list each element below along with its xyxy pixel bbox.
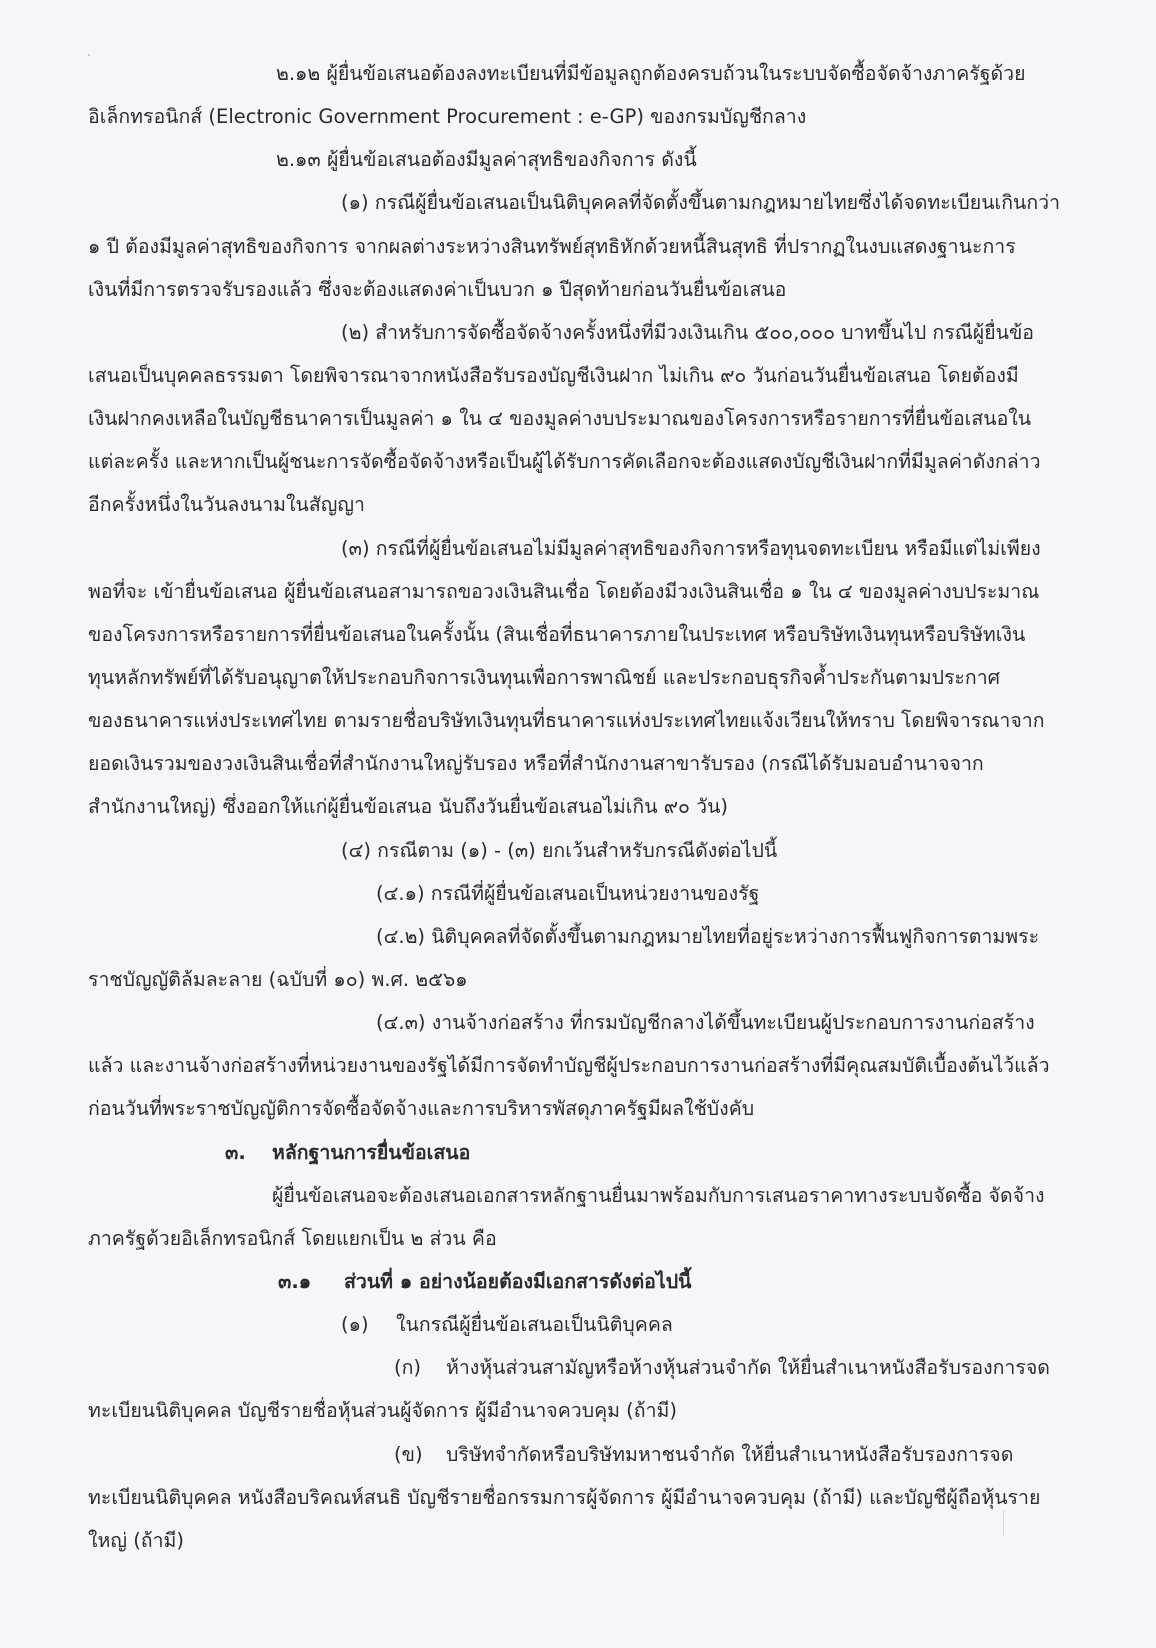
text-line: ทะเบียนนิติบุคคล หนังสือบริคณห์สนธิ บัญชีรายชื่อกรรมการผู้จัดการ ผู้มีอำนาจควบคุม (ถ้ามี) และบัญชีผู้ถือหุ้นราย: [88, 1486, 1041, 1509]
text-line: เงินฝากคงเหลือในบัญชีธนาคารเป็นมูลค่า ๑ ใน ๔ ของมูลค่างบประมาณของโครงการหรือรายการที่ยื่นข้อเสนอใน: [88, 407, 1032, 430]
text-line: (๒) สำหรับการจัดซื้อจัดจ้างครั้งหนึ่งที่มีวงเงินเกิน ๕๐๐,๐๐๐ บาทขึ้นไป กรณีผู้ยื่นข้อ: [341, 321, 1035, 344]
item-number: (ก): [394, 1356, 422, 1379]
text-line: แล้ว และงานจ้างก่อสร้างที่หน่วยงานของรัฐได้มีการจัดทำบัญชีผู้ประกอบการงานก่อสร้างที่มีคุณสมบัติเบื้องต้นไว้แล้ว: [88, 1054, 1050, 1077]
text-line: แต่ละครั้ง และหากเป็นผู้ชนะการจัดซื้อจัดจ้างหรือเป็นผู้ได้รับการคัดเลือกจะต้องแสดงบัญชีเงินฝากที่มีมูลค่าดังกล่าว: [88, 450, 1041, 473]
text-line: ทุนหลักทรัพย์ที่ได้รับอนุญาตให้ประกอบกิจการเงินทุนเพื่อการพาณิชย์ และประกอบธุรกิจค้ำประกันตามประกาศ: [88, 666, 1001, 689]
text-line: (๓) กรณีที่ผู้ยื่นข้อเสนอไม่มีมูลค่าสุทธิของกิจการหรือทุนจดทะเบียน หรือมีแต่ไม่เพียง: [341, 537, 1041, 560]
text-line: (๔.๑) กรณีที่ผู้ยื่นข้อเสนอเป็นหน่วยงานของรัฐ: [376, 882, 760, 905]
text-line: ๒.๑๓ ผู้ยื่นข้อเสนอต้องมีมูลค่าสุทธิของกิจการ ดังนี้: [276, 148, 697, 171]
text-line: พอที่จะ เข้ายื่นข้อเสนอ ผู้ยื่นข้อเสนอสามารถขอวงเงินสินเชื่อ โดยต้องมีวงเงินสินเชื่อ ๑ ใน ๔ ของมูลค่างบประมาณ: [88, 580, 1040, 603]
text-line: อีกครั้งหนึ่งในวันลงนามในสัญญา: [88, 493, 365, 516]
text-line: (๔.๒) นิติบุคคลที่จัดตั้งขึ้นตามกฎหมายไทยที่อยู่ระหว่างการฟื้นฟูกิจการตามพระ: [376, 925, 1040, 948]
text-line: ภาครัฐด้วยอิเล็กทรอนิกส์ โดยแยกเป็น ๒ ส่วน คือ: [88, 1227, 497, 1250]
item-number: (๑): [341, 1313, 369, 1336]
scan-edge-mark: [1003, 1510, 1004, 1536]
text-line: ก่อนวันที่พระราชบัญญัติการจัดซื้อจัดจ้างและการบริหารพัสดุภาครัฐมีผลใช้บังคับ: [88, 1097, 755, 1120]
text-line: ห้างหุ้นส่วนสามัญหรือห้างหุ้นส่วนจำกัด ให้ยื่นสำเนาหนังสือรับรองการจด: [446, 1356, 1050, 1379]
text-line: ทะเบียนนิติบุคคล บัญชีรายชื่อหุ้นส่วนผู้จัดการ ผู้มีอำนาจควบคุม (ถ้ามี): [88, 1399, 678, 1422]
text-line: เงินที่มีการตรวจรับรองแล้ว ซึ่งจะต้องแสดงค่าเป็นบวก ๑ ปีสุดท้ายก่อนวันยื่นข้อเสนอ: [88, 278, 787, 301]
text-line: ผู้ยื่นข้อเสนอจะต้องเสนอเอกสารหลักฐานยื่นมาพร้อมกับการเสนอราคาทางระบบจัดซื้อ จัดจ้าง: [272, 1184, 1045, 1207]
text-line: อิเล็กทรอนิกส์ (Electronic Government Procurement : e-GP) ของกรมบัญชีกลาง: [88, 105, 807, 128]
item-number: (ข): [394, 1443, 423, 1466]
text-line: ๒.๑๒ ผู้ยื่นข้อเสนอต้องลงทะเบียนที่มีข้อมูลถูกต้องครบถ้วนในระบบจัดซื้อจัดจ้างภาครัฐด้วย: [276, 62, 1026, 85]
text-line: (๔.๓) งานจ้างก่อสร้าง ที่กรมบัญชีกลางได้ขึ้นทะเบียนผู้ประกอบการงานก่อสร้าง: [376, 1011, 1035, 1034]
subsection-number: ๓.๑: [278, 1270, 312, 1293]
text-line: ใหญ่ (ถ้ามี): [88, 1529, 185, 1552]
section-heading: หลักฐานการยื่นข้อเสนอ: [272, 1141, 471, 1164]
text-line: (๔) กรณีตาม (๑) - (๓) ยกเว้นสำหรับกรณีดังต่อไปนี้: [341, 839, 778, 862]
text-line: สำนักงานใหญ่) ซึ่งออกให้แก่ผู้ยื่นข้อเสนอ นับถึงวันยื่นข้อเสนอไม่เกิน ๙๐ วัน): [88, 795, 729, 818]
text-line: ๑ ปี ต้องมีมูลค่าสุทธิของกิจการ จากผลต่างระหว่างสินทรัพย์สุทธิหักด้วยหนี้สินสุทธิ ที่ปรากฏในงบแสดงฐานะการ: [88, 235, 1016, 258]
text-line: เสนอเป็นบุคคลธรรมดา โดยพิจารณาจากหนังสือรับรองบัญชีเงินฝาก ไม่เกิน ๙๐ วันก่อนวันยื่นข้อเสนอ โดยต้องมี: [88, 364, 1019, 387]
text-line: ราชบัญญัติล้มละลาย (ฉบับที่ ๑๐) พ.ศ. ๒๕๖๑: [88, 968, 468, 991]
text-line: ของธนาคารแห่งประเทศไทย ตามรายชื่อบริษัทเงินทุนที่ธนาคารแห่งประเทศไทยแจ้งเวียนให้ทราบ โดยพิจารณาจาก: [88, 709, 1045, 732]
subsection-heading: ส่วนที่ ๑ อย่างน้อยต้องมีเอกสารดังต่อไปนี้: [344, 1270, 692, 1293]
text-line: (๑) กรณีผู้ยื่นข้อเสนอเป็นนิติบุคคลที่จัดตั้งขึ้นตามกฎหมายไทยซึ่งได้จดทะเบียนเกินกว่า: [341, 191, 1061, 214]
section-number: ๓.: [225, 1141, 246, 1164]
text-line: ยอดเงินรวมของวงเงินสินเชื่อที่สำนักงานใหญ่รับรอง หรือที่สำนักงานสาขารับรอง (กรณีได้รับมอบอำนาจจาก: [88, 752, 984, 775]
scan-speck: [88, 54, 90, 56]
text-line: บริษัทจำกัดหรือบริษัทมหาชนจำกัด ให้ยื่นสำเนาหนังสือรับรองการจด: [446, 1443, 1014, 1466]
text-line: ในกรณีผู้ยื่นข้อเสนอเป็นนิติบุคคล: [396, 1313, 673, 1336]
text-line: ของโครงการหรือรายการที่ยื่นข้อเสนอในครั้งนั้น (สินเชื่อที่ธนาคารภายในประเทศ หรือบริษัทเงินทุนหรือบริษัทเงิน: [88, 623, 1026, 646]
